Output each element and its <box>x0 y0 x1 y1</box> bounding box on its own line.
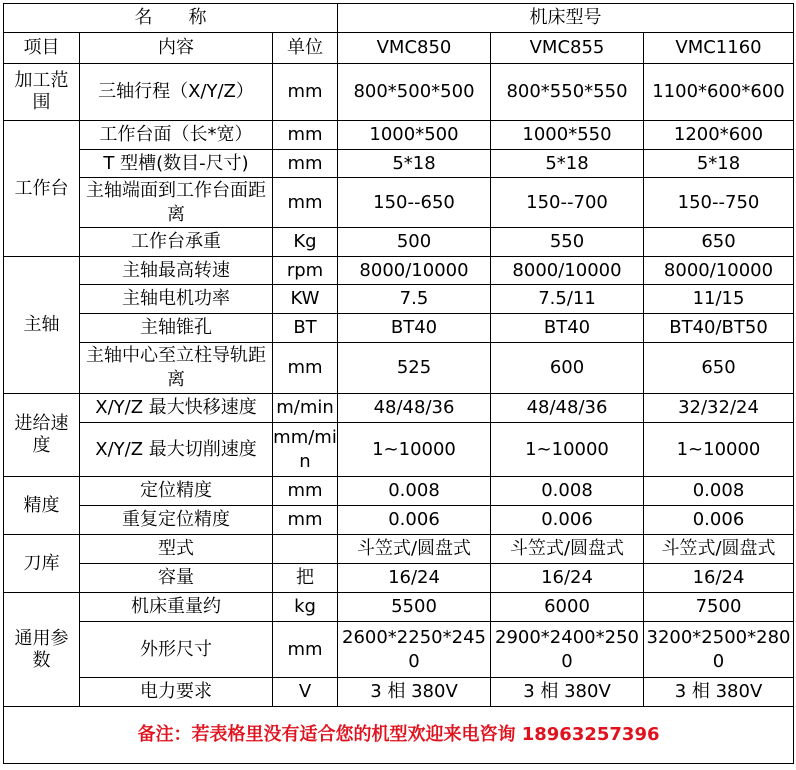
value-cell: 1~10000 <box>491 423 644 477</box>
content-cell: 工作台承重 <box>80 228 273 257</box>
value-cell: 11/15 <box>644 285 794 314</box>
value-cell: 3 相 380V <box>644 678 794 707</box>
spec-row <box>4 150 794 178</box>
header-row-2 <box>4 33 794 64</box>
value-cell: 8000/10000 <box>491 257 644 285</box>
spec-row <box>4 535 794 564</box>
value-cell: 0.006 <box>338 506 491 535</box>
spec-row <box>4 228 794 257</box>
spec-row <box>4 178 794 228</box>
group-name: 工作台 <box>4 121 80 257</box>
unit-header: 单位 <box>273 33 338 64</box>
value-cell: 1200*600 <box>644 121 794 150</box>
value-cell: 8000/10000 <box>644 257 794 285</box>
value-cell: 150--650 <box>338 178 491 228</box>
unit-cell: m/min <box>273 394 338 423</box>
value-cell: 1000*550 <box>491 121 644 150</box>
value-cell: BT40/BT50 <box>644 314 794 343</box>
value-cell: 斗笠式/圆盘式 <box>644 535 794 564</box>
group-name: 主轴 <box>4 257 80 394</box>
value-cell: BT40 <box>338 314 491 343</box>
value-cell: 6000 <box>491 593 644 622</box>
content-cell: 外形尺寸 <box>80 622 273 678</box>
value-cell: 16/24 <box>338 564 491 593</box>
value-cell: 1100*600*600 <box>644 64 794 121</box>
value-cell: 0.006 <box>491 506 644 535</box>
unit-cell: BT <box>273 314 338 343</box>
value-cell: 3200*2500*2800 <box>644 622 794 678</box>
content-cell: T 型槽(数目-尺寸) <box>80 150 273 178</box>
content-cell: 容量 <box>80 564 273 593</box>
value-cell: 7500 <box>644 593 794 622</box>
value-cell: 8000/10000 <box>338 257 491 285</box>
content-cell: 主轴端面到工作台面距离 <box>80 178 273 228</box>
unit-cell: KW <box>273 285 338 314</box>
spec-row <box>4 593 794 622</box>
unit-cell: mm/min <box>273 423 338 477</box>
value-cell: 48/48/36 <box>491 394 644 423</box>
content-cell: 型式 <box>80 535 273 564</box>
content-cell: 主轴锥孔 <box>80 314 273 343</box>
unit-cell: rpm <box>273 257 338 285</box>
unit-cell: mm <box>273 64 338 121</box>
value-cell: 550 <box>491 228 644 257</box>
value-cell: 5*18 <box>338 150 491 178</box>
value-cell: 3 相 380V <box>491 678 644 707</box>
item-header: 项目 <box>4 33 80 64</box>
unit-cell: Kg <box>273 228 338 257</box>
value-cell: 800*500*500 <box>338 64 491 121</box>
spec-row <box>4 314 794 343</box>
value-cell: 2900*2400*2500 <box>491 622 644 678</box>
value-cell: 5*18 <box>644 150 794 178</box>
value-cell: 7.5 <box>338 285 491 314</box>
spec-row <box>4 394 794 423</box>
unit-cell: mm <box>273 506 338 535</box>
value-cell: 1~10000 <box>644 423 794 477</box>
unit-cell: V <box>273 678 338 707</box>
spec-table <box>3 3 794 764</box>
content-header: 内容 <box>80 33 273 64</box>
content-cell: 主轴电机功率 <box>80 285 273 314</box>
group-name: 通用参数 <box>4 593 80 707</box>
content-cell: 电力要求 <box>80 678 273 707</box>
unit-cell: 把 <box>273 564 338 593</box>
unit-cell: mm <box>273 477 338 506</box>
value-cell: BT40 <box>491 314 644 343</box>
value-cell: 7.5/11 <box>491 285 644 314</box>
value-cell: 3 相 380V <box>338 678 491 707</box>
value-cell: 1~10000 <box>338 423 491 477</box>
spec-row <box>4 64 794 121</box>
spec-row <box>4 121 794 150</box>
value-cell: 1000*500 <box>338 121 491 150</box>
model-group-header: 机床型号 <box>338 4 794 33</box>
group-name: 进给速度 <box>4 394 80 477</box>
content-cell: 机床重量约 <box>80 593 273 622</box>
value-cell: 800*550*550 <box>491 64 644 121</box>
value-cell: 0.008 <box>491 477 644 506</box>
value-cell: 0.008 <box>644 477 794 506</box>
value-cell: 斗笠式/圆盘式 <box>491 535 644 564</box>
footer-row <box>4 707 794 764</box>
group-name: 加工范围 <box>4 64 80 121</box>
content-cell: X/Y/Z 最大快移速度 <box>80 394 273 423</box>
content-cell: X/Y/Z 最大切削速度 <box>80 423 273 477</box>
content-cell: 重复定位精度 <box>80 506 273 535</box>
content-cell: 工作台面（长*宽） <box>80 121 273 150</box>
unit-cell <box>273 535 338 564</box>
value-cell: 2600*2250*2450 <box>338 622 491 678</box>
model-header: VMC855 <box>491 33 644 64</box>
group-name: 精度 <box>4 477 80 535</box>
unit-cell: kg <box>273 593 338 622</box>
value-cell: 0.008 <box>338 477 491 506</box>
header-row-1 <box>4 4 794 33</box>
value-cell: 斗笠式/圆盘式 <box>338 535 491 564</box>
spec-row <box>4 285 794 314</box>
model-header: VMC850 <box>338 33 491 64</box>
value-cell: 0.006 <box>644 506 794 535</box>
content-cell: 三轴行程（X/Y/Z） <box>80 64 273 121</box>
spec-row <box>4 257 794 285</box>
content-cell: 主轴最高转速 <box>80 257 273 285</box>
unit-cell: mm <box>273 343 338 394</box>
spec-row <box>4 564 794 593</box>
value-cell: 32/32/24 <box>644 394 794 423</box>
value-cell: 150--700 <box>491 178 644 228</box>
value-cell: 150--750 <box>644 178 794 228</box>
spec-row <box>4 506 794 535</box>
spec-row <box>4 343 794 394</box>
unit-cell: mm <box>273 121 338 150</box>
spec-row <box>4 678 794 707</box>
value-cell: 600 <box>491 343 644 394</box>
unit-cell: mm <box>273 178 338 228</box>
unit-cell: mm <box>273 622 338 678</box>
name-header: 名 称 <box>4 4 338 33</box>
value-cell: 500 <box>338 228 491 257</box>
content-cell: 主轴中心至立柱导轨距离 <box>80 343 273 394</box>
value-cell: 5*18 <box>491 150 644 178</box>
value-cell: 650 <box>644 343 794 394</box>
spec-row <box>4 622 794 678</box>
value-cell: 525 <box>338 343 491 394</box>
value-cell: 650 <box>644 228 794 257</box>
model-header: VMC1160 <box>644 33 794 64</box>
spec-row <box>4 477 794 506</box>
value-cell: 16/24 <box>491 564 644 593</box>
value-cell: 48/48/36 <box>338 394 491 423</box>
unit-cell: mm <box>273 150 338 178</box>
value-cell: 16/24 <box>644 564 794 593</box>
group-name: 刀库 <box>4 535 80 593</box>
content-cell: 定位精度 <box>80 477 273 506</box>
value-cell: 5500 <box>338 593 491 622</box>
spec-row <box>4 423 794 477</box>
footer-note: 备注：若表格里没有适合您的机型欢迎来电咨询 18963257396 <box>4 707 794 764</box>
